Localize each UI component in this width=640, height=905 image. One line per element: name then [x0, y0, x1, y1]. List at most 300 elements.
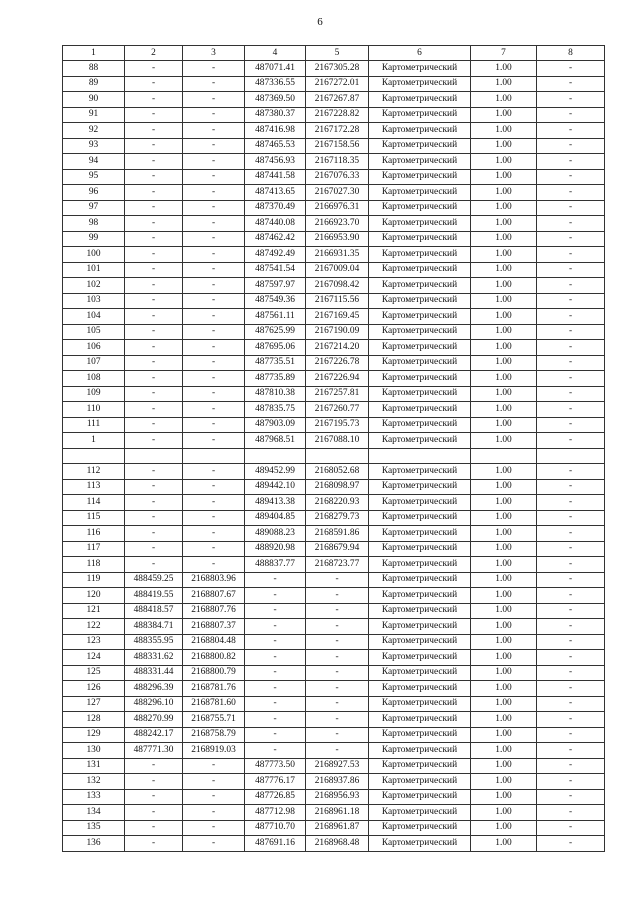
table-row [63, 154, 605, 170]
table-cell: - [537, 278, 605, 294]
table-cell: - [306, 712, 369, 728]
table-cell: 489442.10 [245, 479, 306, 495]
table-cell: - [183, 371, 245, 387]
table-cell: 114 [63, 495, 125, 511]
table-cell: 487456.93 [245, 154, 306, 170]
table-cell: 110 [63, 402, 125, 418]
table-cell: Картометрический [369, 557, 471, 573]
table-cell: - [537, 293, 605, 309]
table-cell: 487336.55 [245, 76, 306, 92]
table-cell: 2167214.20 [306, 340, 369, 356]
table-cell: - [306, 634, 369, 650]
table-cell: 2168052.68 [306, 464, 369, 480]
table-cell: - [306, 588, 369, 604]
table-cell: - [125, 774, 183, 790]
table-row [63, 836, 605, 852]
table-cell: 1.00 [471, 355, 537, 371]
table-row [63, 355, 605, 371]
table-cell: 488242.17 [125, 727, 183, 743]
table-row [63, 619, 605, 635]
table-cell: 2168803.96 [183, 572, 245, 588]
table-cell: 1.00 [471, 603, 537, 619]
table-row [63, 681, 605, 697]
table-cell: - [183, 805, 245, 821]
table-cell: 487903.09 [245, 417, 306, 433]
table-cell: 1.00 [471, 433, 537, 449]
table-cell: Картометрический [369, 696, 471, 712]
table-cell: Картометрический [369, 76, 471, 92]
table-cell: - [245, 588, 306, 604]
table-cell: - [537, 789, 605, 805]
coordinates-table [62, 45, 605, 852]
table-cell: - [125, 278, 183, 294]
table-cell: - [183, 386, 245, 402]
table-cell: - [537, 681, 605, 697]
table-cell: 1.00 [471, 510, 537, 526]
table-cell: Картометрический [369, 355, 471, 371]
table-cell: - [537, 836, 605, 852]
table-cell: 132 [63, 774, 125, 790]
table-cell: - [537, 340, 605, 356]
table-cell: - [183, 107, 245, 123]
table-cell: Картометрический [369, 758, 471, 774]
table-cell: 2167088.10 [306, 433, 369, 449]
table-row [63, 727, 605, 743]
table-cell: - [537, 464, 605, 480]
table-cell: 1.00 [471, 340, 537, 356]
table-cell: 1.00 [471, 634, 537, 650]
table-cell [125, 448, 183, 464]
table-cell: 487712.98 [245, 805, 306, 821]
table-cell: 487561.11 [245, 309, 306, 325]
table-cell: - [125, 541, 183, 557]
table-cell: - [306, 650, 369, 666]
table-row [63, 510, 605, 526]
table-row [63, 247, 605, 263]
table-cell: 488384.71 [125, 619, 183, 635]
table-cell: 489088.23 [245, 526, 306, 542]
table-cell: 1.00 [471, 650, 537, 666]
table-cell: - [125, 216, 183, 232]
table-row [63, 293, 605, 309]
table-cell: 92 [63, 123, 125, 139]
table-cell: Картометрический [369, 386, 471, 402]
table-cell: 1.00 [471, 371, 537, 387]
table-cell: 2167118.35 [306, 154, 369, 170]
table-cell: 1.00 [471, 386, 537, 402]
table-cell: 98 [63, 216, 125, 232]
table-cell: - [537, 495, 605, 511]
table-cell: 2167158.56 [306, 138, 369, 154]
table-cell: Картометрический [369, 619, 471, 635]
table-cell: 130 [63, 743, 125, 759]
table-cell: - [245, 572, 306, 588]
table-row [63, 123, 605, 139]
table-cell: 103 [63, 293, 125, 309]
table-cell: - [183, 138, 245, 154]
table-cell: Картометрический [369, 479, 471, 495]
table-cell: Картометрический [369, 774, 471, 790]
table-header-row [63, 46, 605, 61]
table-cell: - [537, 541, 605, 557]
table-row [63, 402, 605, 418]
table-row [63, 200, 605, 216]
table-cell: 487968.51 [245, 433, 306, 449]
table-cell: - [183, 231, 245, 247]
table-cell [471, 448, 537, 464]
table-cell: Картометрический [369, 510, 471, 526]
table-cell: - [125, 293, 183, 309]
table-cell: 88 [63, 61, 125, 77]
table-cell: 128 [63, 712, 125, 728]
table-cell: 2167226.78 [306, 355, 369, 371]
table-row [63, 743, 605, 759]
table-cell: 134 [63, 805, 125, 821]
table-cell: - [125, 340, 183, 356]
table-cell: 112 [63, 464, 125, 480]
table-cell: 1.00 [471, 572, 537, 588]
table-cell: - [537, 92, 605, 108]
table-cell: 1.00 [471, 309, 537, 325]
table-cell: Картометрический [369, 293, 471, 309]
table-cell: 108 [63, 371, 125, 387]
table-cell: - [183, 324, 245, 340]
table-cell: - [183, 464, 245, 480]
table-cell: - [125, 154, 183, 170]
table-cell: 2168927.53 [306, 758, 369, 774]
table-cell: 120 [63, 588, 125, 604]
table-row [63, 216, 605, 232]
table-row [63, 712, 605, 728]
table-row [63, 572, 605, 588]
table-cell: 1.00 [471, 805, 537, 821]
table-cell: Картометрический [369, 92, 471, 108]
table-cell: - [537, 61, 605, 77]
table-cell: - [537, 169, 605, 185]
table-cell: - [125, 247, 183, 263]
table-cell: 1.00 [471, 743, 537, 759]
table-cell: - [183, 278, 245, 294]
table-cell: Картометрический [369, 836, 471, 852]
table-cell: Картометрический [369, 231, 471, 247]
table-cell: 2168098.97 [306, 479, 369, 495]
table-cell: 487691.16 [245, 836, 306, 852]
table-cell [537, 448, 605, 464]
table-cell: 2168755.71 [183, 712, 245, 728]
table-cell: - [537, 231, 605, 247]
table-cell: 487695.06 [245, 340, 306, 356]
column-header: 7 [471, 46, 537, 61]
table-cell: 2168807.37 [183, 619, 245, 635]
table-cell: - [537, 634, 605, 650]
table-cell: 2167169.45 [306, 309, 369, 325]
table-cell: - [537, 216, 605, 232]
table-cell: - [245, 696, 306, 712]
table-row [63, 479, 605, 495]
table-cell: 124 [63, 650, 125, 666]
table-cell: 1.00 [471, 464, 537, 480]
table-cell: 1.00 [471, 526, 537, 542]
table-cell: - [183, 293, 245, 309]
column-header: 5 [306, 46, 369, 61]
table-cell: 2167172.28 [306, 123, 369, 139]
table-cell: 1.00 [471, 789, 537, 805]
table-cell: Картометрический [369, 138, 471, 154]
table-cell: Картометрический [369, 433, 471, 449]
table-cell: Картометрический [369, 495, 471, 511]
table-cell: 1.00 [471, 557, 537, 573]
table-cell: 487771.30 [125, 743, 183, 759]
table-cell: - [125, 262, 183, 278]
table-cell: 488418.57 [125, 603, 183, 619]
table-cell: 487492.49 [245, 247, 306, 263]
table-cell: - [125, 805, 183, 821]
table-cell: Картометрический [369, 262, 471, 278]
table-cell: - [537, 262, 605, 278]
table-cell: - [125, 371, 183, 387]
table-cell: - [125, 820, 183, 836]
table-cell: 93 [63, 138, 125, 154]
table-row [63, 262, 605, 278]
table-cell [369, 448, 471, 464]
table-cell: Картометрический [369, 61, 471, 77]
table-cell: 1.00 [471, 123, 537, 139]
table-cell: 2166923.70 [306, 216, 369, 232]
table-cell: 113 [63, 479, 125, 495]
table-cell: 90 [63, 92, 125, 108]
table-cell: - [183, 169, 245, 185]
table-cell: 1.00 [471, 820, 537, 836]
table-cell: 1.00 [471, 169, 537, 185]
table-cell: 489404.85 [245, 510, 306, 526]
table-row [63, 464, 605, 480]
table-cell: 2168279.73 [306, 510, 369, 526]
table-cell: - [537, 557, 605, 573]
table-row [63, 340, 605, 356]
table-cell: 2168781.76 [183, 681, 245, 697]
table-cell: 1.00 [471, 479, 537, 495]
table-cell: - [245, 743, 306, 759]
table-cell: 487776.17 [245, 774, 306, 790]
table-cell: 136 [63, 836, 125, 852]
table-cell: - [183, 262, 245, 278]
table-cell: 91 [63, 107, 125, 123]
table-cell: 488419.55 [125, 588, 183, 604]
table-cell: 1.00 [471, 681, 537, 697]
table-cell: 122 [63, 619, 125, 635]
table-cell: - [306, 743, 369, 759]
table-cell: - [537, 433, 605, 449]
table-cell: - [183, 200, 245, 216]
table-cell: - [183, 92, 245, 108]
table-cell: 129 [63, 727, 125, 743]
table-cell: 2168968.48 [306, 836, 369, 852]
table-cell: - [245, 712, 306, 728]
table-row [63, 433, 605, 449]
table-cell: - [537, 185, 605, 201]
table-cell: 1.00 [471, 76, 537, 92]
table-row [63, 665, 605, 681]
table-cell: - [125, 355, 183, 371]
column-header: 1 [63, 46, 125, 61]
table-cell: - [125, 464, 183, 480]
table-cell: - [306, 603, 369, 619]
table-cell: - [537, 200, 605, 216]
table-cell: 133 [63, 789, 125, 805]
table-cell: - [183, 479, 245, 495]
table-cell: 2168961.18 [306, 805, 369, 821]
table-row [63, 634, 605, 650]
table-cell: - [125, 123, 183, 139]
table-cell: 104 [63, 309, 125, 325]
table-cell: Картометрический [369, 154, 471, 170]
table-cell: - [183, 154, 245, 170]
table-cell: 487710.70 [245, 820, 306, 836]
table-cell: - [537, 510, 605, 526]
table-cell: 125 [63, 665, 125, 681]
table-cell: - [183, 309, 245, 325]
table-cell: 2167076.33 [306, 169, 369, 185]
table-cell: - [125, 557, 183, 573]
table-cell: 2167257.81 [306, 386, 369, 402]
table-cell: - [183, 789, 245, 805]
table-row [63, 417, 605, 433]
table-cell: Картометрический [369, 169, 471, 185]
table-cell: 487416.98 [245, 123, 306, 139]
table-cell: 1.00 [471, 588, 537, 604]
table-cell: - [306, 665, 369, 681]
table-cell [306, 448, 369, 464]
table-cell: 102 [63, 278, 125, 294]
table-cell: 1.00 [471, 417, 537, 433]
table-cell: - [183, 820, 245, 836]
table-cell: 488331.62 [125, 650, 183, 666]
table-cell: 1.00 [471, 107, 537, 123]
table-cell: Картометрический [369, 309, 471, 325]
table-row [63, 495, 605, 511]
table-cell: - [125, 789, 183, 805]
table-cell: Картометрический [369, 588, 471, 604]
table-cell: 2167115.56 [306, 293, 369, 309]
table-cell: - [306, 619, 369, 635]
table-cell: - [125, 402, 183, 418]
table-cell: 2167305.28 [306, 61, 369, 77]
table-row [63, 138, 605, 154]
table-cell: 2167027.30 [306, 185, 369, 201]
table-cell: - [125, 169, 183, 185]
table-cell: 1.00 [471, 619, 537, 635]
table-cell: 2168679.94 [306, 541, 369, 557]
table-cell: 487370.49 [245, 200, 306, 216]
table-cell: 1.00 [471, 324, 537, 340]
table-cell: - [537, 743, 605, 759]
table-cell: 126 [63, 681, 125, 697]
table-cell: 1.00 [471, 727, 537, 743]
table-row [63, 107, 605, 123]
table-cell: 2167228.82 [306, 107, 369, 123]
table-cell: - [125, 386, 183, 402]
table-row [63, 231, 605, 247]
table-cell: 1.00 [471, 61, 537, 77]
table-row [63, 603, 605, 619]
table-cell: Картометрический [369, 820, 471, 836]
table-cell: 487549.36 [245, 293, 306, 309]
table-cell: 1.00 [471, 836, 537, 852]
table-body [63, 61, 605, 852]
table-cell: 2168723.77 [306, 557, 369, 573]
table-cell: - [537, 386, 605, 402]
column-header: 3 [183, 46, 245, 61]
table-cell: - [245, 603, 306, 619]
table-cell: 488270.99 [125, 712, 183, 728]
table-cell: 2168220.93 [306, 495, 369, 511]
table-cell: 1.00 [471, 758, 537, 774]
table-cell: - [245, 665, 306, 681]
table-cell: - [125, 433, 183, 449]
table-cell: 487773.50 [245, 758, 306, 774]
table-cell [63, 448, 125, 464]
table-cell: 109 [63, 386, 125, 402]
table-cell: - [537, 107, 605, 123]
table-cell: 2168800.79 [183, 665, 245, 681]
table-cell: Картометрический [369, 634, 471, 650]
table-cell: 1.00 [471, 696, 537, 712]
table-row [63, 61, 605, 77]
table-cell: - [537, 805, 605, 821]
table-cell: 488355.95 [125, 634, 183, 650]
table-cell [245, 448, 306, 464]
table-cell: 116 [63, 526, 125, 542]
table-cell [183, 448, 245, 464]
table-cell: - [537, 247, 605, 263]
table-cell: 2168919.03 [183, 743, 245, 759]
table-cell: - [183, 557, 245, 573]
table-cell: - [537, 650, 605, 666]
table-cell: - [125, 138, 183, 154]
table-cell: - [537, 727, 605, 743]
table-row [63, 588, 605, 604]
table-cell: 1.00 [471, 278, 537, 294]
table-cell: 487380.37 [245, 107, 306, 123]
table-cell: Картометрический [369, 402, 471, 418]
column-header: 6 [369, 46, 471, 61]
table-cell: 1.00 [471, 138, 537, 154]
table-cell: - [537, 402, 605, 418]
table-row [63, 309, 605, 325]
table-cell: 1.00 [471, 495, 537, 511]
table-cell: - [183, 402, 245, 418]
table-cell: Картометрический [369, 712, 471, 728]
table-cell: 111 [63, 417, 125, 433]
table-cell: 2166931.35 [306, 247, 369, 263]
table-cell: Картометрический [369, 464, 471, 480]
column-header: 4 [245, 46, 306, 61]
table-row [63, 185, 605, 201]
table-cell: 2168781.60 [183, 696, 245, 712]
table-cell: - [306, 572, 369, 588]
table-cell: 488296.39 [125, 681, 183, 697]
table-cell: - [125, 495, 183, 511]
table-row [63, 541, 605, 557]
table-cell: - [537, 603, 605, 619]
table-cell: Картометрический [369, 665, 471, 681]
table-cell: - [245, 634, 306, 650]
table-cell: 2167190.09 [306, 324, 369, 340]
table-cell: 488296.10 [125, 696, 183, 712]
table-cell: 2167272.01 [306, 76, 369, 92]
table-cell: Картометрический [369, 650, 471, 666]
table-cell: - [245, 727, 306, 743]
